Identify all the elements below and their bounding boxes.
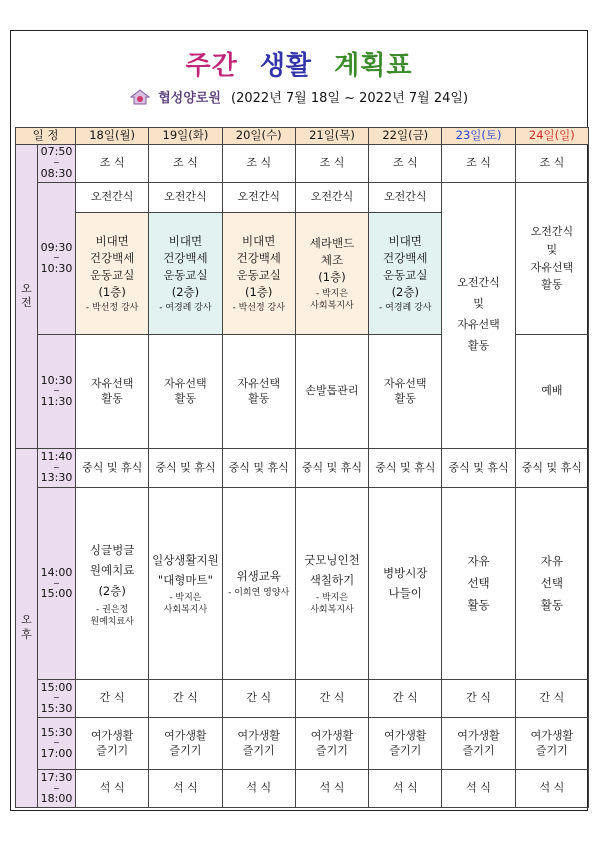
time-1030: 10:30 ~ 11:30 xyxy=(38,335,76,448)
row-morning-snack xyxy=(16,182,589,212)
header-day-mon: 18일(월) xyxy=(76,128,149,145)
period-pm: 오 후 xyxy=(16,448,38,807)
header-day-wed: 20일(수) xyxy=(222,128,295,145)
org-name: 협성양로원 xyxy=(158,91,221,106)
cell-snack: 간 식 xyxy=(76,680,149,718)
cell-breakfast: 조 식 xyxy=(442,145,515,183)
time-0750: 07:50 ~ 08:30 xyxy=(38,145,76,183)
cell-pm-program-thu: 굿모닝인천 색칠하기 - 박지은 사회복지사 xyxy=(295,488,368,680)
row-breakfast xyxy=(16,145,589,183)
cell-snack: 간 식 xyxy=(222,680,295,718)
header-day-sat: 23일(토) xyxy=(442,128,515,145)
cell-pm-program-mon: 싱글벙글 원예치료 (2층) - 권은정 원예치료사 xyxy=(76,488,149,680)
cell-lunch: 중식 및 휴식 xyxy=(515,448,588,487)
time-1730: 17:30 ~ 18:00 xyxy=(38,770,76,808)
cell-snack: 간 식 xyxy=(149,680,222,718)
time-0930: 09:30 ~ 10:30 xyxy=(38,182,76,335)
row-lunch xyxy=(16,448,589,487)
cell-late-am-thu: 손발톱관리 xyxy=(295,335,368,448)
cell-late-am-mon: 자유선택 활동 xyxy=(76,335,149,448)
cell-leisure: 여가생활 즐기기 xyxy=(442,717,515,770)
cell-snack: 간 식 xyxy=(369,680,442,718)
cell-morning-snack: 오전간식 xyxy=(222,182,295,212)
cell-leisure: 여가생활 즐기기 xyxy=(76,717,149,770)
cell-dinner: 석 식 xyxy=(442,770,515,808)
title-part-3: 계획표 xyxy=(334,51,413,81)
cell-snack: 간 식 xyxy=(515,680,588,718)
cell-breakfast: 조 식 xyxy=(369,145,442,183)
time-1530: 15:30 ~ 17:00 xyxy=(38,717,76,770)
row-pm-programs xyxy=(16,488,589,680)
cell-lunch: 중식 및 휴식 xyxy=(442,448,515,487)
title-part-1: 주간 xyxy=(185,51,238,81)
cell-pm-program-tue: 일상생활지원 "대형마트" - 박지은 사회복지사 xyxy=(149,488,222,680)
cell-leisure: 여가생활 즐기기 xyxy=(222,717,295,770)
cell-morning-snack: 오전간식 xyxy=(149,182,222,212)
title-part-2: 생활 xyxy=(259,51,313,81)
cell-pm-program-wed: 위생교육 - 이희연 영양사 xyxy=(222,488,295,680)
cell-snack: 간 식 xyxy=(295,680,368,718)
cell-dinner: 석 식 xyxy=(222,770,295,808)
cell-dinner: 석 식 xyxy=(295,770,368,808)
cell-dinner: 석 식 xyxy=(515,770,588,808)
cell-pm-program-fri: 병방시장 나들이 xyxy=(369,488,442,680)
cell-breakfast: 조 식 xyxy=(76,145,149,183)
cell-leisure: 여가생활 즐기기 xyxy=(515,717,588,770)
header-day-thu: 21일(목) xyxy=(295,128,368,145)
cell-dinner: 석 식 xyxy=(149,770,222,808)
cell-am-program-wed: 비대면 건강백세 운동교실 (1층) - 박선정 강사 xyxy=(222,213,295,335)
cell-late-am-fri: 자유선택 활동 xyxy=(369,335,442,448)
cell-late-am-sun: 예배 xyxy=(515,335,588,448)
row-snack xyxy=(16,680,589,718)
cell-am-program-tue: 비대면 건강백세 운동교실 (2층) - 여경례 강사 xyxy=(149,213,222,335)
time-1140: 11:40 ~ 13:30 xyxy=(38,448,76,487)
cell-snack: 간 식 xyxy=(442,680,515,718)
row-dinner xyxy=(16,770,589,808)
period-am: 오 전 xyxy=(16,145,38,449)
cell-dinner: 석 식 xyxy=(369,770,442,808)
cell-pm-program-sat: 자유 선택 활동 xyxy=(442,488,515,680)
row-leisure xyxy=(16,717,589,770)
date-range: (2022년 7월 18일 ~ 2022년 7월 24일) xyxy=(231,91,469,106)
cell-am-program-mon: 비대면 건강백세 운동교실 (1층) - 박선정 강사 xyxy=(76,213,149,335)
time-1500: 15:00 ~ 15:30 xyxy=(38,680,76,718)
cell-am-program-fri: 비대면 건강백세 운동교실 (2층) - 여경례 강사 xyxy=(369,213,442,335)
cell-breakfast: 조 식 xyxy=(515,145,588,183)
cell-leisure: 여가생활 즐기기 xyxy=(149,717,222,770)
header-day-sun: 24일(일) xyxy=(515,128,588,145)
page-title xyxy=(11,45,587,82)
schedule-frame xyxy=(10,30,588,811)
header-schedule: 일 정 xyxy=(16,128,76,145)
cell-leisure: 여가생활 즐기기 xyxy=(369,717,442,770)
cell-breakfast: 조 식 xyxy=(295,145,368,183)
cell-pm-program-sun: 자유 선택 활동 xyxy=(515,488,588,680)
header-day-fri: 22일(금) xyxy=(369,128,442,145)
cell-lunch: 중식 및 휴식 xyxy=(222,448,295,487)
cell-am-program-thu: 세라밴드 체조 (1층) - 박지은 사회복지사 xyxy=(295,213,368,335)
cell-dinner: 석 식 xyxy=(76,770,149,808)
cell-sat-am: 오전간식 및 자유선택 활동 xyxy=(442,182,515,448)
cell-morning-snack: 오전간식 xyxy=(295,182,368,212)
cell-late-am-wed: 자유선택 활동 xyxy=(222,335,295,448)
cell-late-am-tue: 자유선택 활동 xyxy=(149,335,222,448)
schedule-table xyxy=(15,127,589,808)
header-day-tue: 19일(화) xyxy=(149,128,222,145)
house-logo-icon xyxy=(130,89,150,109)
cell-breakfast: 조 식 xyxy=(149,145,222,183)
cell-morning-snack: 오전간식 xyxy=(369,182,442,212)
subtitle xyxy=(11,87,587,109)
cell-lunch: 중식 및 휴식 xyxy=(295,448,368,487)
cell-sun-am: 오전간식 및 자유선택 활동 xyxy=(515,182,588,335)
time-1400: 14:00 ~ 15:00 xyxy=(38,488,76,680)
cell-lunch: 중식 및 휴식 xyxy=(149,448,222,487)
cell-lunch: 중식 및 휴식 xyxy=(76,448,149,487)
cell-morning-snack: 오전간식 xyxy=(76,182,149,212)
cell-breakfast: 조 식 xyxy=(222,145,295,183)
cell-leisure: 여가생활 즐기기 xyxy=(295,717,368,770)
cell-lunch: 중식 및 휴식 xyxy=(369,448,442,487)
header-row xyxy=(16,128,589,145)
